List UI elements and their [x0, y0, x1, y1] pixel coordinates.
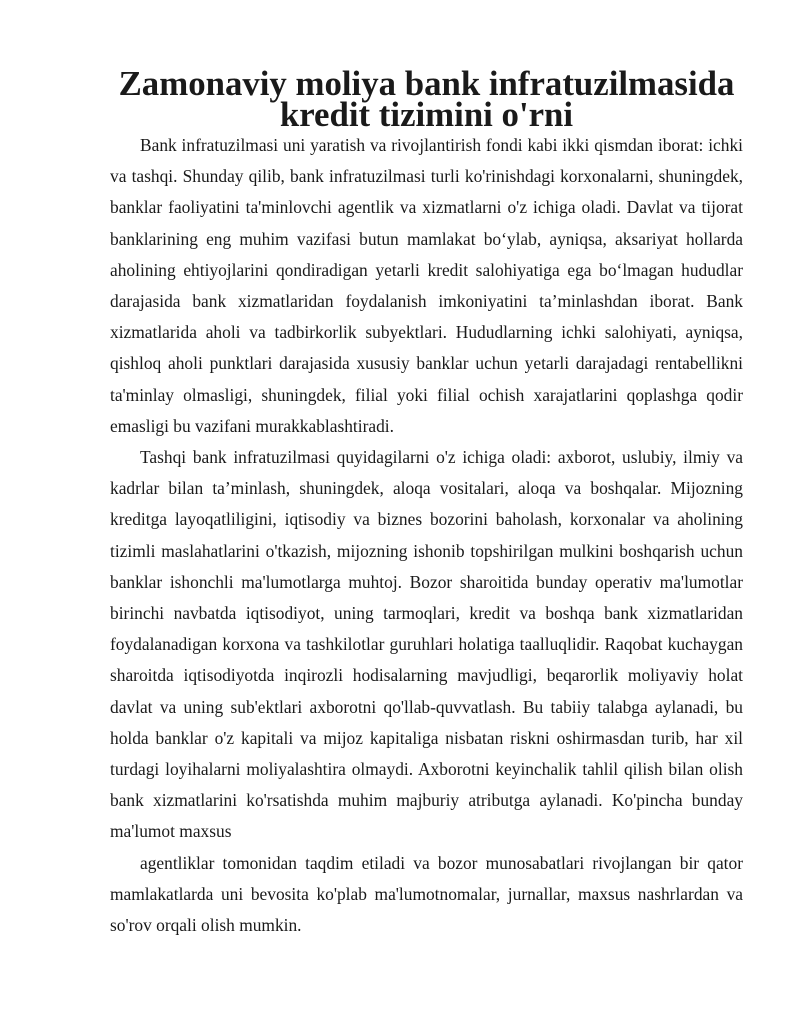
paragraph-agencies: agentliklar tomonidan taqdim etiladi va bozor munosabatlari rivojlangan bir qator mamlakatlarda uni bevosita ko'plab ma'lumotnomalar, jurnallar, maxsus nashrlardan va so'rov orqali olish mumkin.: [110, 852, 743, 936]
document-page: [110, 64, 743, 941]
paragraph-external-infrastructure: Tashqi bank infratuzilmasi quyidagilarni o'z ichiga oladi: axborot, uslubiy, ilmiy va kadrlar bilan ta’minlash, shuningdek, aloqa vositalari, aloqa va boshqalar. Mijozning kreditga layoqatliligini, iqtisodiy va biznes bozorini baholash, korxonalar va aholining tizimli maslahatlarini o'tkazish, mijozning ishonib topshirilgan mulkini boshqarish uchun banklar ishonchli ma'lumotlarga muhtoj. Bozor sharoitida bunday operativ ma'lumotlar birinchi navbatda iqtisodiyot, uning tarmoqlari, kredit va boshqa bank xizmatlaridan foydalanadigan korxona va tashkilotlar guruhlari holatiga taalluqlidir. Raqobat kuchaygan sharoitda iqtisodiyotda inqirozli hodisalarning mavjudligi, beqarorlik moliyaviy holat davlat va uning sub'ektlari axborotni qo'llab-quvvatlash. Bu tabiiy talabga aylanadi, bu holda banklar o'z kapitali va mijoz kapitaliga nisbatan riskni oshirmasdan turib, har xil turdagi loyihalarni moliyalashtira olmaydi. Axborotni keyinchalik tahlil qilish bilan olish bank xizmatlarini ko'rsatishda muhim majburiy atributga aylanadi. Ko'pincha bunday ma'lumot maxsus: [110, 447, 743, 842]
paragraph-internal-infrastructure: Bank infratuzilmasi uni yaratish va rivojlantirish fondi kabi ikki qismdan iborat: ichki va tashqi. Shunday qilib, bank infratuzilmasi turli ko'rinishdagi korxonalarni, shuningdek, banklar faoliyatini ta'minlovchi agentlik va xizmatlarni o'z ichiga oladi. Davlat va tijorat banklarining eng muhim vazifasi butun mamlakat bo‘ylab, ayniqsa, aksariyat hollarda aholining ehtiyojlarini qondiradigan yetarli kredit salohiyatiga ega bo‘lmagan hududlar darajasida bank xizmatlaridan foydalanish imkoniyatini ta’minlashdan iborat. Bank xizmatlarida aholi va tadbirkorlik subyektlari. Hududlarning ichki salohiyati, ayniqsa, qishloq aholi punktlari darajasida xususiy banklar uchun yetarli darajadagi rentabellikni ta'minlay olmasligi, shuningdek, filial yoki filial ochish xarajatlarini qoplashga qodir emasligi bu vazifani murakkablashtiradi.: [110, 135, 743, 436]
document-title: Zamonaviy moliya bank infratuzilmasida kredit tizimini o'rni: [118, 64, 735, 134]
